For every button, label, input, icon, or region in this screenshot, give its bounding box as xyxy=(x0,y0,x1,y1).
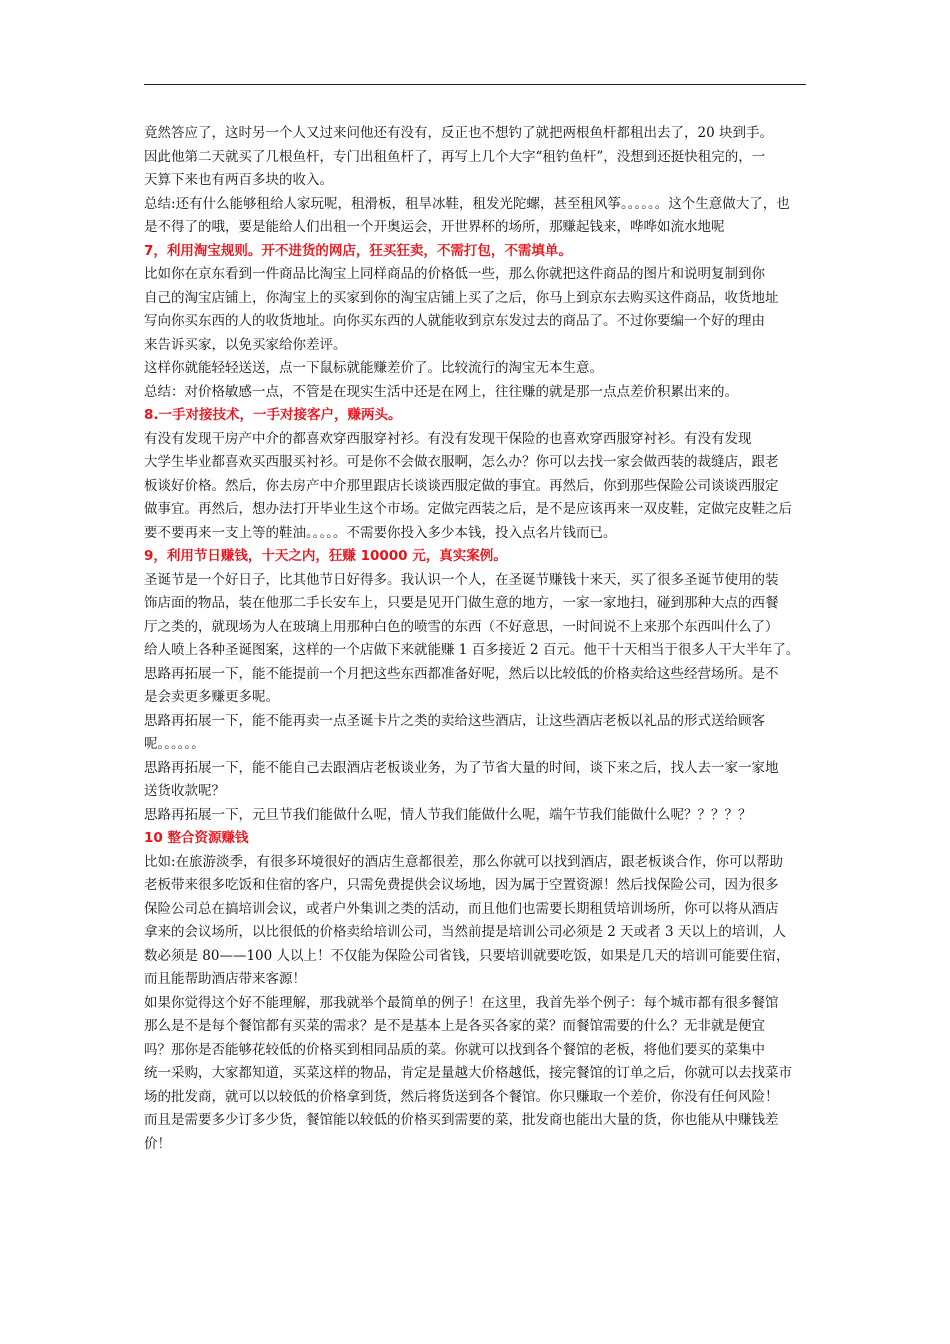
text-line: 来告诉买家，以免买家给你差评。 xyxy=(144,336,347,353)
text-line: 天算下来也有两百多块的收入。 xyxy=(144,172,333,188)
text-line: 价！ xyxy=(144,1135,171,1152)
text-line: 饰店面的物品，装在他那二手长安车上，只要是见开门做生意的地方，一家一家地扫，碰到那种大点的西餐 xyxy=(144,595,779,611)
document-body xyxy=(144,122,809,1156)
text-line: 这样你就能轻轻送送，点一下鼠标就能赚差价了。比较流行的淘宝无本生意。 xyxy=(144,360,603,376)
text-line: 因此他第二天就买了几根鱼杆，专门出租鱼杆了，再写上几个大字“租钓鱼杆”，没想到还挺快租完的，一 xyxy=(144,148,766,165)
text-line: 大学生毕业都喜欢买西服买衬衫。可是你不会做衣服啊，怎么办？你可以去找一家会做西装的裁缝店，跟老 xyxy=(144,454,779,470)
text-line: 思路再拓展一下，元旦节我们能做什么呢，情人节我们能做什么呢，端午节我们能做什么呢？？？？？ xyxy=(144,806,752,823)
text-line: 思路再拓展一下，能不能提前一个月把这些东西都准备好呢，然后以比较低的价格卖给这些经营场所。是不 xyxy=(144,665,779,682)
text-line: 保险公司总在搞培训会议，或者户外集训之类的活动，而且他们也需要长期租赁培训场所，你可以将从酒店 xyxy=(144,900,779,917)
text-line: 统一采购，大家都知道，买菜这样的物品，肯定是量越大价格越低，接完餐馆的订单之后，你就可以去找菜市 xyxy=(144,1065,792,1081)
text-line: 呢。。。。。。 xyxy=(144,736,205,752)
text-line: 思路再拓展一下，能不能再卖一点圣诞卡片之类的卖给这些酒店，让这些酒店老板以礼品的形式送给顾客 xyxy=(144,712,765,729)
header-rule xyxy=(144,84,806,85)
text-line: 板谈好价格。然后，你去房产中介那里跟店长谈谈西服定做的事宜。再然后，你到那些保险公司谈谈西服定 xyxy=(144,477,779,494)
text-line: 送货收款呢？ xyxy=(144,783,225,799)
text-line: 总结:还有什么能够租给人家玩呢，租滑板，租旱冰鞋，租发光陀螺，甚至租风筝。。。。。。这个生意做大了，也 xyxy=(144,195,790,212)
text-line: 那么是不是每个餐馆都有买菜的需求？是不是基本上是各买各家的菜？而餐馆需要的什么？无非就是便宜 xyxy=(144,1018,765,1034)
text-line: 老板带来很多吃饭和住宿的客户，只需免费提供会议场地，因为属于空置资源！然后找保险公司，因为很多 xyxy=(144,877,779,893)
text-line: 吗？那你是否能够花较低的价格买到相同品质的菜。你就可以找到各个餐馆的老板，将他们要买的菜集中 xyxy=(144,1041,765,1058)
text-line: 总结：对价格敏感一点，不管是在现实生活中还是在网上，往往赚的就是那一点点差价积累出来的。 xyxy=(144,383,738,400)
text-line: 圣诞节是一个好日子，比其他节日好得多。我认识一个人，在圣诞节赚钱十来天，买了很多圣诞节使用的装 xyxy=(144,571,779,588)
text-line: 做事宜。再然后，想办法打开毕业生这个市场。定做完西装之后，是不是应该再来一双皮鞋，定做完皮鞋之后 xyxy=(144,501,792,517)
section-heading: 10 整合资源赚钱 xyxy=(144,830,249,846)
text-line: 场的批发商，就可以以较低的价格拿到货，然后将货送到各个餐馆。你只赚取一个差价，你没有任何风险！ xyxy=(144,1088,779,1105)
text-line: 数必须是 80——100 人以上！不仅能为保险公司省钱，只要培训就要吃饭，如果是几天的培训可能要住宿， xyxy=(144,947,790,964)
text-line: 有没有发现干房产中介的都喜欢穿西服穿衬衫。有没有发现干保险的也喜欢穿西服穿衬衫。有没有发现 xyxy=(144,430,752,447)
text-line: 而且能帮助酒店带来客源！ xyxy=(144,971,306,987)
text-line: 拿来的会议场所，以比很低的价格卖给培训公司，当然前提是培训公司必须是 2 天或者 3 天以上的培训，人 xyxy=(144,924,786,940)
section-heading: 8.一手对接技术，一手对接客户，赚两头。 xyxy=(144,407,402,423)
text-line: 写向你买东西的人的收货地址。向你买东西的人就能收到京东发过去的商品了。不过你要编一个好的理由 xyxy=(144,313,765,329)
text-line: 给人喷上各种圣诞图案，这样的一个店做下来就能赚 1 百多接近 2 百元。他干十天相当于很多人干大半年了。 xyxy=(144,642,800,658)
text-line: 思路再拓展一下，能不能自己去跟酒店老板谈业务，为了节省大量的时间，谈下来之后，找人去一家一家地 xyxy=(144,759,779,776)
text-line: 是会卖更多赚更多呢。 xyxy=(144,689,279,705)
text-line: 自己的淘宝店铺上，你淘宝上的买家到你的淘宝店铺上买了之后，你马上到京东去购买这件商品，收货地址 xyxy=(144,289,779,306)
section-heading: 9，利用节日赚钱，十天之内，狂赚 10000 元，真实案例。 xyxy=(144,548,507,564)
text-line: 如果你觉得这个好不能理解，那我就举个最简单的例子！在这里，我首先举个例子：每个城市都有很多餐馆 xyxy=(144,994,779,1011)
text-line: 要不要再来一支上等的鞋油。。。。。不需要你投入多少本钱，投入点名片钱而已。 xyxy=(144,524,617,541)
text-line: 比如:在旅游淡季，有很多环境很好的酒店生意都很差，那么你就可以找到酒店，跟老板谈合作，你可以帮助 xyxy=(144,853,784,870)
section-heading: 7，利用淘宝规则。开不进货的网店，狂买狂卖，不需打包，不需填单。 xyxy=(144,242,572,259)
text-line: 而且是需要多少订多少货，餐馆能以较低的价格买到需要的菜，批发商也能出大量的货，你也能从中赚钱差 xyxy=(144,1112,779,1128)
text-line: 厅之类的，就现场为人在玻璃上用那种白色的喷雪的东西（不好意思，一时间说不上来那个东西叫什么了） xyxy=(144,618,779,635)
text-line: 是不得了的哦，要是能给人们出租一个开奥运会，开世界杯的场所，那赚起钱来，哗哗如流水地呢 xyxy=(144,219,725,235)
text-line: 比如你在京东看到一件商品比淘宝上同样商品的价格低一些，那么你就把这件商品的图片和说明复制到你 xyxy=(144,266,765,282)
text-line: 竟然答应了，这时另一个人又过来问他还有没有，反正也不想钓了就把两根鱼杆都租出去了，20 块到手。 xyxy=(144,125,773,141)
